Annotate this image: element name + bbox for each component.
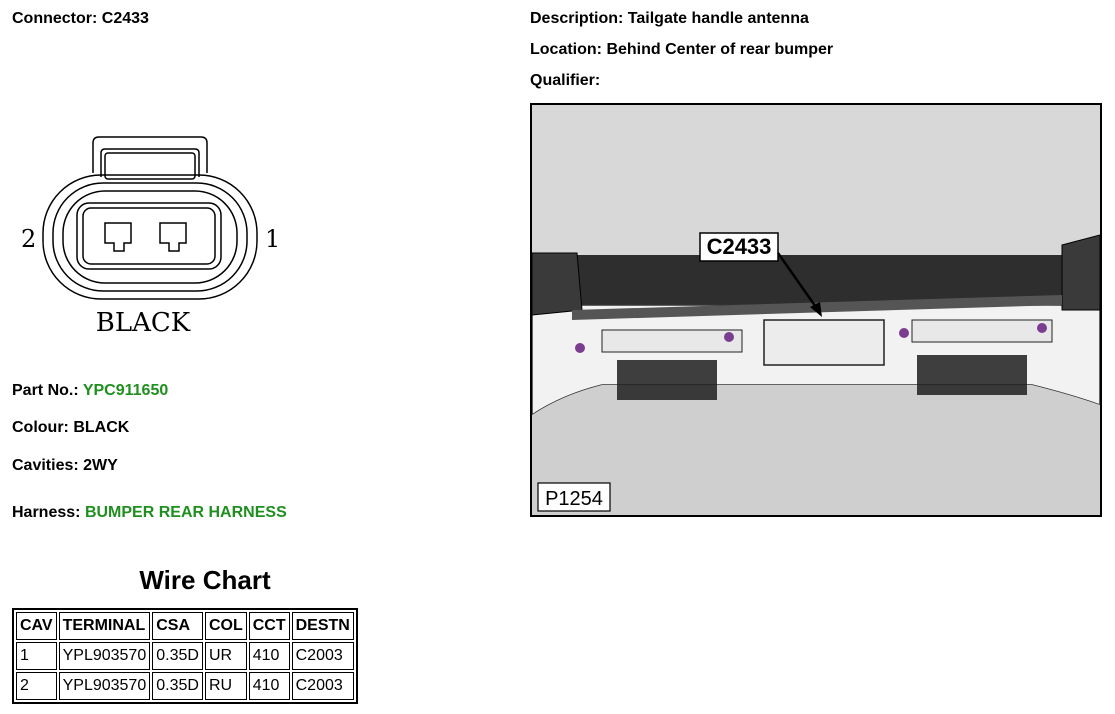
table-row bbox=[16, 672, 354, 700]
qualifier-line bbox=[530, 72, 600, 90]
wire-chart-header-row bbox=[16, 612, 354, 640]
cell-col: UR bbox=[205, 642, 247, 670]
harness-line bbox=[12, 504, 287, 522]
location-label: Location: bbox=[530, 41, 602, 58]
cell-cct: 410 bbox=[249, 672, 290, 700]
location-value: Behind Center of rear bumper bbox=[606, 41, 834, 58]
colour-label: Colour: bbox=[12, 419, 69, 436]
location-line bbox=[530, 41, 833, 59]
cell-destn: C2003 bbox=[292, 642, 354, 670]
header-csa: CSA bbox=[152, 612, 203, 640]
location-photo bbox=[530, 103, 1102, 517]
part-no-link[interactable]: YPC911650 bbox=[82, 382, 169, 399]
header-cct: CCT bbox=[249, 612, 290, 640]
header-col: COL bbox=[205, 612, 247, 640]
photo-callout-label: C2433 bbox=[706, 234, 772, 259]
cell-cav: 1 bbox=[16, 642, 57, 670]
cell-cct: 410 bbox=[249, 642, 290, 670]
connector-face-drawing bbox=[15, 125, 305, 345]
connector-label: Connector: bbox=[12, 10, 98, 27]
part-no-label: Part No.: bbox=[12, 382, 79, 399]
cavities-value: 2WY bbox=[83, 457, 118, 474]
colour-value: BLACK bbox=[73, 419, 130, 436]
cell-destn: C2003 bbox=[292, 672, 354, 700]
cell-csa: 0.35D bbox=[152, 642, 203, 670]
pin-2-label: 2 bbox=[21, 225, 37, 253]
colour-line bbox=[12, 419, 129, 437]
wire-chart-table bbox=[12, 608, 358, 704]
header-cav: CAV bbox=[16, 612, 57, 640]
description-label: Description: bbox=[530, 10, 624, 27]
cavities-label: Cavities: bbox=[12, 457, 79, 474]
bumper-illustration bbox=[532, 105, 1100, 515]
connector-line bbox=[12, 10, 149, 28]
cell-terminal: YPL903570 bbox=[59, 642, 151, 670]
header-terminal: TERMINAL bbox=[59, 612, 151, 640]
header-destn: DESTN bbox=[292, 612, 354, 640]
part-no-line bbox=[12, 382, 168, 400]
cell-col: RU bbox=[205, 672, 247, 700]
connector-value: C2433 bbox=[101, 10, 149, 27]
connector-face-diagram bbox=[15, 125, 305, 345]
cell-cav: 2 bbox=[16, 672, 57, 700]
pin-1-label: 1 bbox=[265, 225, 281, 253]
cell-csa: 0.35D bbox=[152, 672, 203, 700]
photo-id-label: P1254 bbox=[545, 488, 603, 510]
harness-link[interactable]: BUMPER REAR HARNESS bbox=[84, 504, 287, 521]
qualifier-label: Qualifier: bbox=[530, 72, 601, 89]
wire-chart-title: Wire Chart bbox=[139, 565, 271, 595]
cell-terminal: YPL903570 bbox=[59, 672, 151, 700]
harness-label: Harness: bbox=[12, 504, 81, 521]
table-row bbox=[16, 642, 354, 670]
connector-color-label: BLACK bbox=[95, 308, 191, 338]
description-line bbox=[530, 10, 809, 28]
description-value: Tailgate handle antenna bbox=[627, 10, 809, 27]
cavities-line bbox=[12, 457, 118, 475]
